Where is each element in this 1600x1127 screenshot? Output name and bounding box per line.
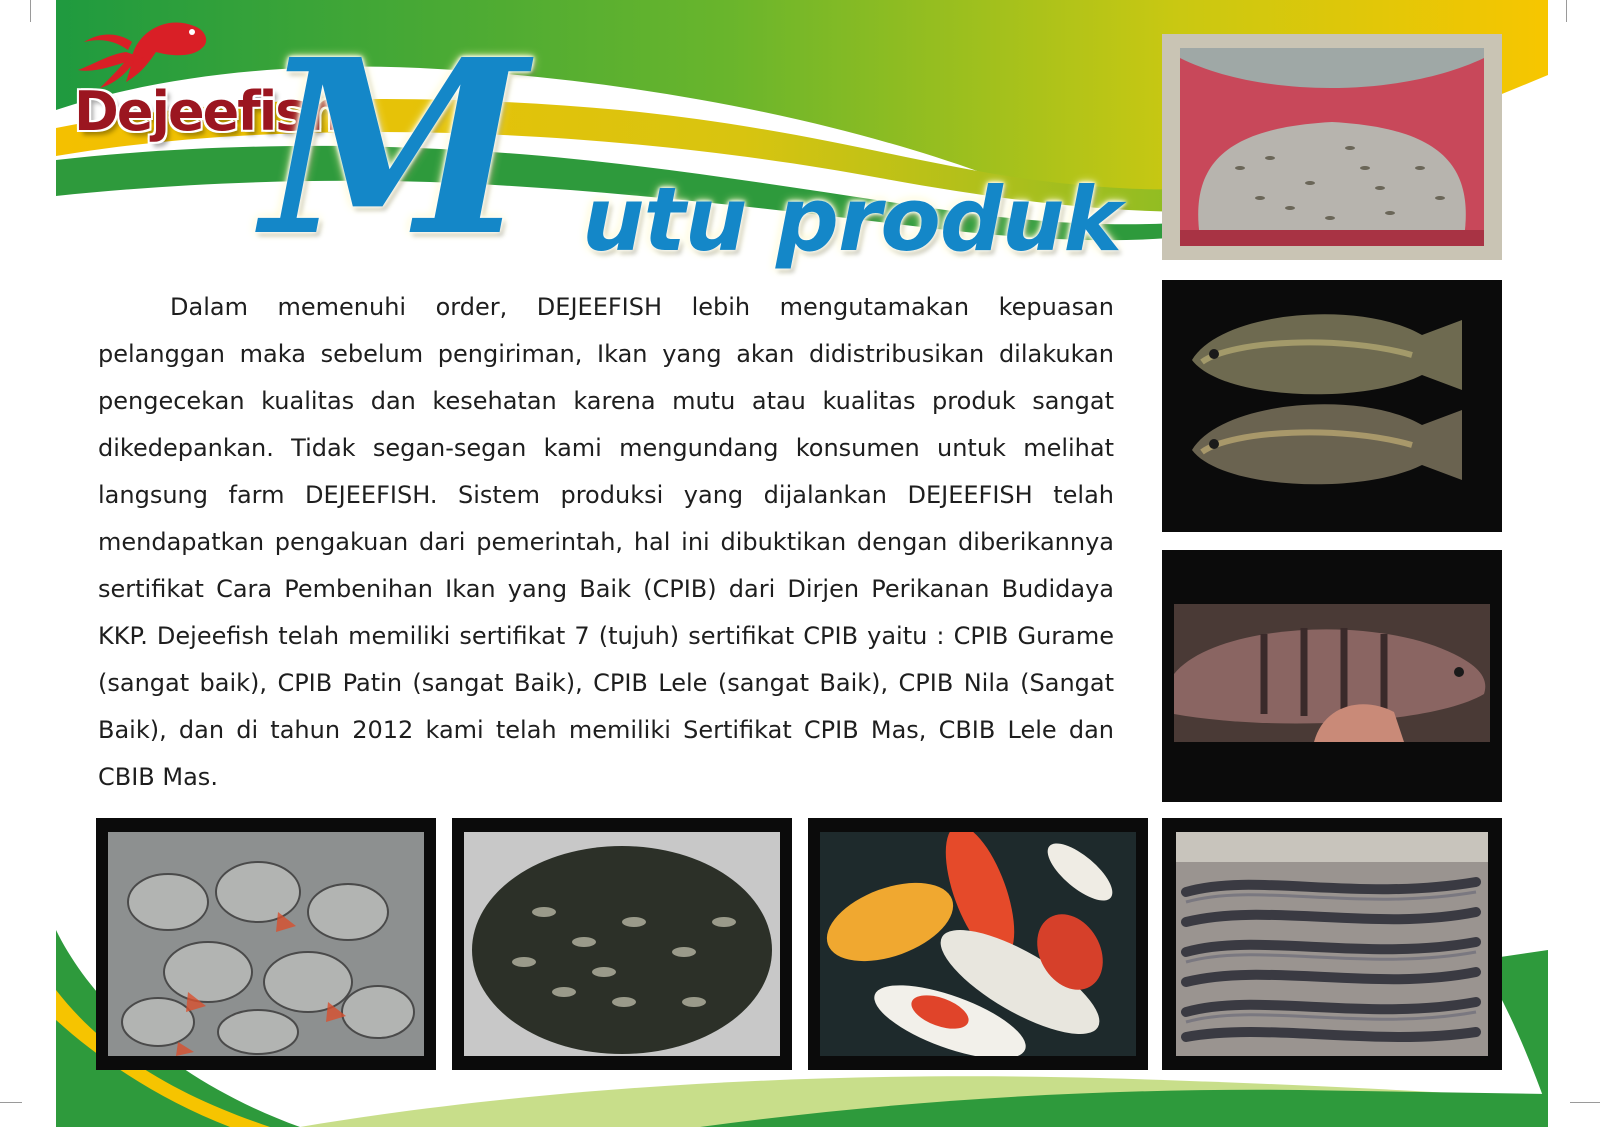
page-title: utu produk — [582, 168, 1122, 271]
photo-catfish-lele — [1162, 818, 1502, 1070]
logo-wordmark: Dejeefish — [74, 80, 342, 143]
page-title-initial: M — [262, 7, 528, 289]
photo-koi-fish — [808, 818, 1148, 1070]
photo-tilapia-fry — [452, 818, 792, 1070]
body-paragraph: Dalam memenuhi order, DEJEEFISH lebih mengutamakan kepuasan pelanggan maka sebelum pengiriman, Ikan yang akan didistribusikan dilakukan pengecekan kualitas dan kesehatan karena mutu atau kualitas produk sangat dikedepankan. Tidak segan-segan kami mengundang konsumen untuk melihat langsung farm DEJEEFISH. Sistem produksi yang dijalankan DEJEEFISH telah mendapatkan pengakuan dari pemerintah, hal ini dibuktikan dengan diberikannya sertifikat Cara Pembenihan Ikan yang Baik (CPIB) dari Dirjen Perikanan Budidaya KKP. Dejeefish telah memiliki sertifikat 7 (tujuh) sertifikat CPIB yaitu : CPIB Gurame (sangat baik), CPIB Patin (sangat Baik), CPIB Lele (sangat Baik), CPIB Nila (Sangat Baik), dan di tahun 2012 kami telah memiliki Sertifikat CPIB Mas, CBIB Lele dan CBIB Mas. — [98, 293, 1114, 791]
photo-bawal-fish — [96, 818, 436, 1070]
photo-gourami — [1162, 280, 1502, 532]
photo-nila-in-hand — [1162, 550, 1502, 802]
photo-fry-in-net — [1162, 34, 1502, 260]
fish-icon — [70, 12, 220, 90]
